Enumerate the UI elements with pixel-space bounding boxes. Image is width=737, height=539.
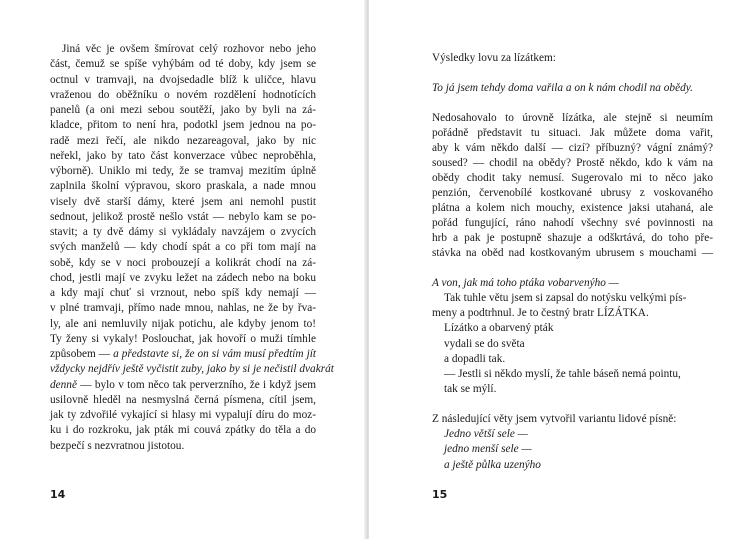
text-line: zaplnila školní výpravou, skoro praskala, a nade mnou [50, 180, 316, 193]
page-number-right: 15 [432, 488, 448, 501]
text-line: svých manželů — kdy chodí spát a co při tom mají na [50, 241, 316, 254]
text-line: Z následující věty jsem vytvořil variantu lidové písně: [432, 413, 677, 425]
left-page [0, 0, 366, 539]
text-line: a dopadli tak. [444, 353, 506, 365]
text-line: pořádně představit tu situaci. Jak můžete doma vařit, [432, 127, 713, 139]
text-line: sednout, jelikož prostě nešlo vstát — nebylo kam se po- [50, 210, 316, 223]
text-line: bezpečí s nezvratnou jistotou. [50, 439, 185, 452]
text-line: Jiná věc je ovšem šmírovat celý rozhovor nebo jeho [62, 43, 316, 55]
text-line: Jedno větší sele — [444, 428, 528, 440]
text-line: visely dvě starší dámy, které jsem ani nemohl pustit [50, 195, 316, 208]
text-line: pořád fungující, ráno nahodí všechny své povinnosti na [432, 217, 713, 229]
text-line: část, čemuž se spíše vyhýbám od té doby, kdy jsem se [50, 58, 316, 71]
text-line: způsobem — a představte si, že on si vám musí předtím jít [50, 348, 316, 360]
text-line: Tak tuhle větu jsem si zapsal do notýsku velkými pís- [444, 292, 687, 304]
text-line: radě mezi řečí, ale nikdo nezareagoval, jako by nic [50, 134, 316, 147]
text-line: To já jsem tehdy doma vařila a on k nám chodil na obědy. [432, 82, 693, 94]
text-line: stavit; a ty dvě dámy si vykládaly navzájem o zvycích [50, 226, 316, 238]
text-line: soused? — chodil na obědy? Prostě někdo, kdo k vám na [432, 157, 713, 169]
text-line: A von, jak má toho ptáka vobarvenýho — [432, 277, 619, 289]
text-line: hrb a pak je postupně shazuje a odškrtává, do toho pře- [432, 232, 713, 244]
text-line: meny a podtrhnul. Je to čestný bratr LÍZÁTKA. [432, 307, 649, 319]
text-line: vraženou do oběžníku o novém rozdělení hodnotících [50, 88, 316, 101]
text-line: penzión, červenobílé kostkované ubrusy z voskovaného [432, 187, 713, 199]
text-line: sobě, kdy se v noci probouzejí a kolikrát chodí na zá- [50, 256, 316, 269]
text-line: stávka na oběd nad kostkovaným ubrusem s mouchami — [432, 247, 713, 259]
text-line: obědy chodit taky nemusí. Sugerovalo mi to něco jako [432, 172, 713, 184]
text-line: Lízátko a obarvený pták [444, 322, 554, 334]
text-line: vždycky nejdřív ještě vyčistit zuby, jako by si je nečistil dvakrát [50, 363, 334, 376]
text-line: a kdy mají chuť si vrznout, nebo spíš kdy nemají — [50, 287, 316, 299]
text-line: Výsledky lovu za lízátkem: [432, 52, 556, 64]
text-line: vydali se do světa [444, 338, 525, 350]
text-line: octnul v tramvaji, na dvojsedadle blíž k uličce, hlavu [50, 73, 316, 86]
text-line: a ještě půlka uzenýho [444, 459, 541, 471]
text-line: aby k vám někdo další — cizí? příbuzný? vágní známý? [432, 142, 713, 154]
text-line: ku i do rozkroku, jak pták mi couvá zpátky do těla a do [50, 424, 316, 437]
text-line: v plné tramvaji, přímo nade mnou, nahlas, ne že by řva- [50, 302, 316, 315]
text-line: jak ty zdvořilé vykající si hlasy mi vypalují díru do moz- [50, 409, 316, 421]
right-page [369, 0, 737, 539]
text-line: plátna a kolem nich mouchy, existence jaksi utahaná, ale [432, 202, 713, 214]
text-line: panelů (a oni mezi sebou soutěží, jako by byli na zá- [50, 104, 316, 116]
text-line: Nedosahovalo to úrovně lízátka, ale stejně si neumím [432, 112, 713, 124]
text-line: neřekl, jako by tato část konverzace vůbec neproběhla, [50, 149, 316, 162]
text-line: výborně). Uniklo mi tedy, že se tramvaj mezitím úplně [50, 165, 316, 177]
text-line: Ty ženy si vykaly! Poslouchat, jak hovoří o muži tímhle [50, 332, 316, 345]
text-line: kladce, přitom to není hra, podotkl jsem jednou na po- [50, 119, 316, 132]
text-line: ly, ale ani nemluvily nijak potichu, ale kdyby jenom to! [50, 317, 316, 330]
text-line: — Jestli si někdo myslí, že tahle báseň nemá pointu, [444, 368, 681, 380]
text-line: denně — bylo v tom něco tak perverzního, že i když jsem [50, 378, 316, 391]
text-line: usilovně hleděl na nesmyslná černá písmena, cítil jsem, [50, 393, 316, 406]
page-number-left: 14 [50, 488, 66, 501]
text-line: chod, jestli mají ve zvyku ležet na zádech nebo na boku [50, 271, 316, 284]
text-line: tak se mýlí. [444, 383, 497, 395]
text-line: jedno menší sele — [444, 443, 532, 455]
